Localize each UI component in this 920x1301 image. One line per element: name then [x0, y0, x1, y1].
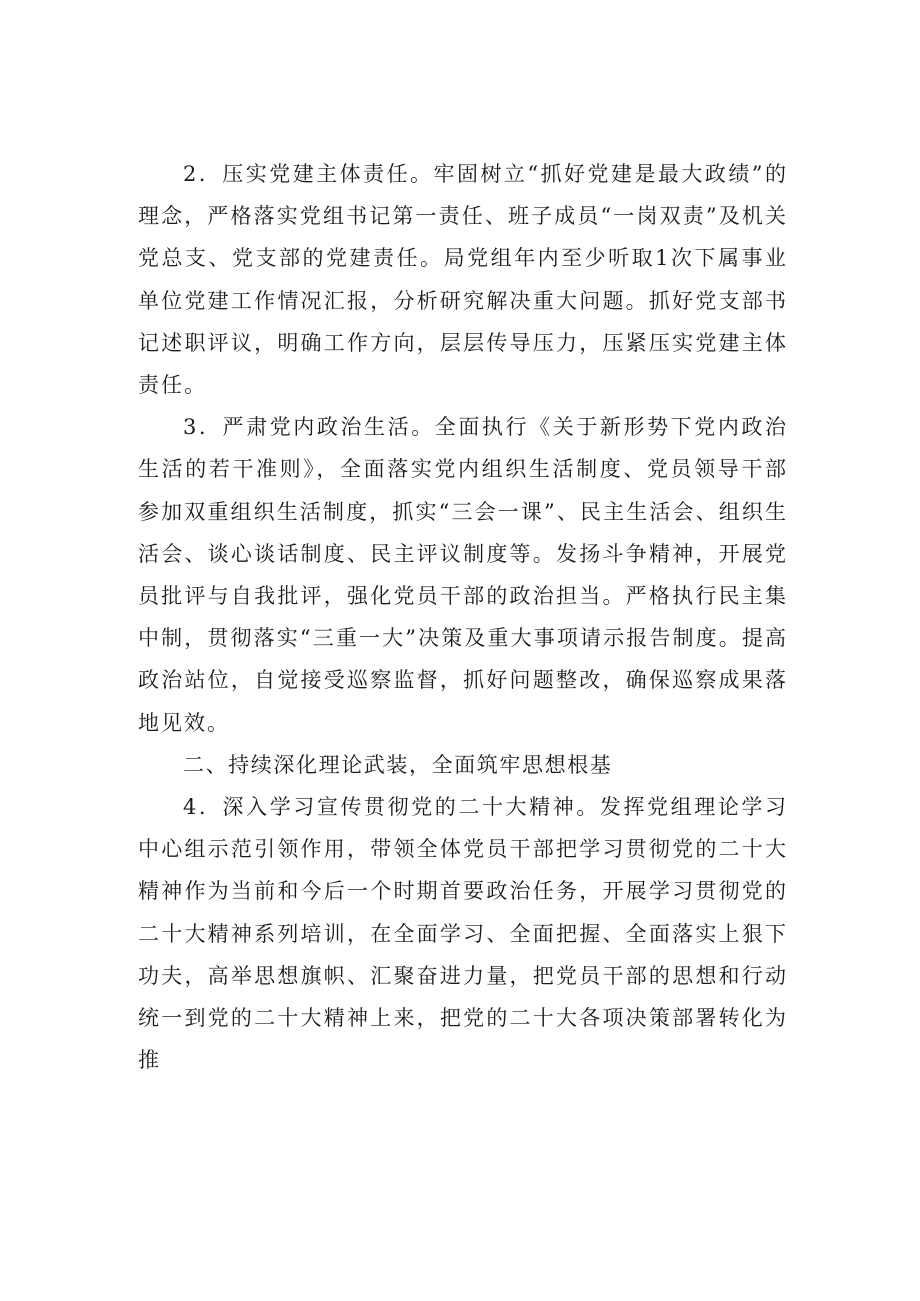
section-heading: 二、持续深化理论武装，全面筑牢思想根基	[183, 752, 613, 777]
paragraph-item-2: 2．压实党建主体责任。牢固树立“抓好党建是最大政绩”的理念，严格落实党组书记第一责任、班子成员“一岗双责”及机关党总支、党支部的党建责任。局党组年内至少听取1次下属事业单位党建工作情况汇报，分析研究解决重大问题。抓好党支部书记述职评议，明确工作方向，层层传导压力，压紧压实党建主体责任。	[138, 162, 788, 398]
document-body	[138, 153, 788, 1081]
paragraph-item-3: 3．严肃党内政治生活。全面执行《关于新形势下党内政治生活的若干准则》，全面落实党内组织生活制度、党员领导干部参加双重组织生活制度，抓实“三会一课”、民主生活会、组织生活会、谈心谈话制度、民主评议制度等。发扬斗争精神，开展党员批评与自我批评，强化党员干部的政治担当。严格执行民主集中制，贯彻落实“三重一大”决策及重大事项请示报告制度。提高政治站位，自觉接受巡察监督，抓好问题整改，确保巡察成果落地见效。	[138, 415, 788, 735]
paragraph-item-4: 4．深入学习宣传贯彻党的二十大精神。发挥党组理论学习中心组示范引领作用，带领全体党员干部把学习贯彻党的二十大精神作为当前和今后一个时期首要政治任务，开展学习贯彻党的二十大精神系列培训，在全面学习、全面把握、全面落实上狠下功夫，高举思想旗帜、汇聚奋进力量，把党员干部的思想和行动统一到党的二十大精神上来，把党的二十大各项决策部署转化为推	[138, 795, 788, 1073]
